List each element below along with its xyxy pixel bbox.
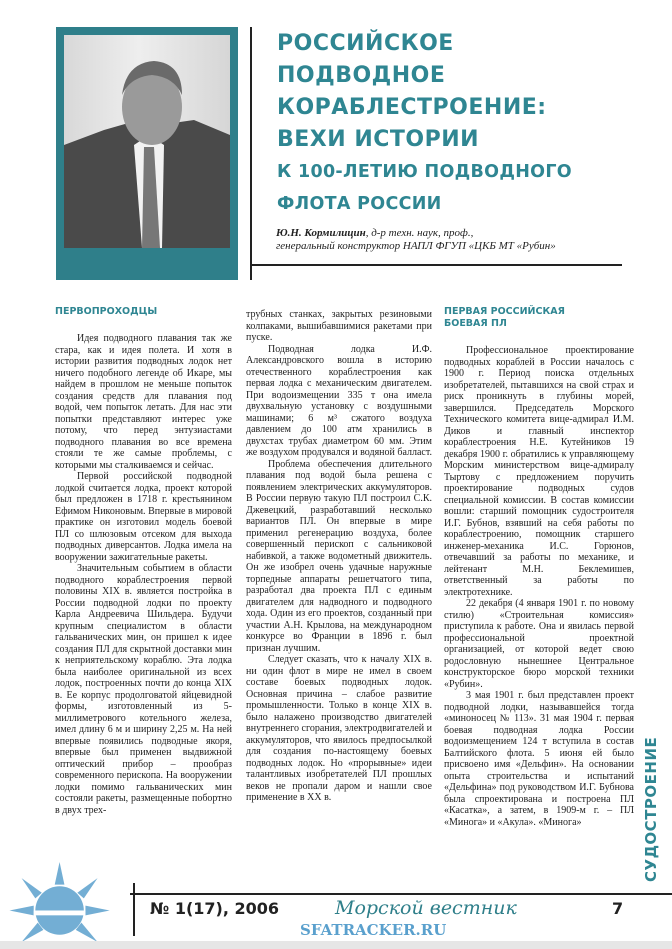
author-degree: , д-р техн. наук, проф., — [365, 227, 474, 239]
paragraph: 22 декабря (4 января 1901 г. по новому стилю) «Строительная комиссия» приступила к работе. Она и явилась первой профессиональной проектной организацией, от которой ведет свою родословную нынешнее Центральное конструкторское бюро морской техники «Рубин». — [444, 598, 634, 690]
title-line: КОРАБЛЕСТРОЕНИЕ: — [277, 95, 547, 120]
author-position: генеральный конструктор НАПЛ ФГУП «ЦКБ МТ «Рубин» — [276, 240, 556, 252]
issue-number: № 1(17), 2006 — [150, 899, 280, 918]
subtitle-line: ФЛОТА РОССИИ — [277, 194, 442, 214]
paragraph: Значительным событием в области подводного кораблестроения первой половины XIX в. является постройка в России подводной лодки по проекту Карла Андреевича Шильдера. Будучи крупным специалистом в области гальванических мин, он пришел к идее создания ПЛ для скрытной доставки мин к неприятельскому кораблю. Эта лодка была наиболее оригинальной из всех лодок, построенных почти до конца XIX в. Ее корпус продолговатой яйцевидной формы, изготовленный из 5-миллиметрового котельного железа, имел длину 6 м и ширину 2,25 м. На ней впервые появились подводные якоря, впервые был применен выдвижной оптический прибор – прообраз современного перископа. На вооружении лодки помимо гальванических мин состояли ракеты, размещенные побортно в двух трех- — [55, 563, 232, 816]
title-line: ВЕХИ ИСТОРИИ — [277, 127, 480, 152]
paragraph: Идея подводного плавания так же стара, как и идея полета. И хотя в истории развития подводных лодок нет ничего подобного легенде об Икаре, мы найдем в прошлом не меньше попыток создания средств для плавания под водой, чем попыток летать. Для нас эти попытки представляют интерес уже потому, что перед энтузиастами подводного плавания во все времена стояли те же самые проблемы, с которыми мы сталкиваемся и сейчас. — [55, 333, 232, 471]
footer-line-horizontal — [130, 893, 672, 895]
magazine-name: Морской вестник — [335, 897, 517, 919]
paragraph: трубных станках, закрытых резиновыми колпаками, вышибавшимися ракетами при пуске. — [246, 309, 432, 343]
section-heading: ПЕРВОПРОХОДЦЫ — [55, 306, 158, 317]
title-line: ПОДВОДНОЕ — [277, 63, 446, 88]
paragraph: Следует сказать, что к началу XIX в. ни один флот в мире не имел в своем составе боевых подводных лодок. Основная причина – слабое развитие промышленности. Только в конце XIX в. было налажено производство двигателей внутреннего сгорания, электродвигателей и аккумуляторов, что явилось предпосылкой для создания по-настоящему боевых подводных лодок. Но «прорывные» идеи талантливых изобретателей ПЛ прошлых веков не пропали даром и нашли свое применение в XX в. — [246, 654, 432, 803]
paragraph: Первой российской подводной лодкой считается лодка, проект которой был предложен в 1718 г. крестьянином Ефимом Никоновым. Впервые в мировой практике он изготовил модель боевой ПЛ со шлюзовым отсеком для выхода подводных диверсантов. Лодка имела на вооружении зажигательные ракеты. — [55, 471, 232, 563]
watermark-sun-icon — [0, 862, 124, 942]
column-1 — [55, 306, 232, 816]
author-photo-panel — [56, 27, 238, 280]
footer-line-vertical — [133, 883, 135, 936]
bottom-bar — [0, 941, 672, 949]
page-number: 7 — [612, 899, 624, 918]
section-label-vertical: СУДОСТРОЕНИЕ — [642, 736, 660, 882]
paragraph: Проблема обеспечения длительного плавания под водой была решена с появлением электрических аккумуляторов. В России первую такую ПЛ построил С.К. Джевецкий, разработавший несколько вариантов ПЛ. Он впервые в мире применил регенерацию воздуха, более совершенный перископ с сальниковой набивкой, а также водометный движитель. Он же изобрел очень удачные наружные торпедные аппараты решетчатого типа, разработал два проекта ПЛ с единым двигателем для надводного и подводного хода. Один из его проектов, созданный при участии А.Н. Крылова, на международном конкурсе во Франции в 1896 г. был признан лучшим. — [246, 458, 432, 654]
frame-line-horizontal — [250, 264, 622, 266]
article-title — [277, 28, 572, 220]
frame-line-vertical — [250, 27, 252, 280]
author-photo — [64, 35, 230, 248]
column-2 — [246, 309, 432, 804]
author-byline — [276, 227, 556, 253]
paragraph: Подводная лодка И.Ф. Александровского вошла в историю отечественного кораблестроения как первая лодка с механическим двигателем. При водоизмещении 335 т она имела двухвальную установку с воздушными машинами; 6 м³ сжатого воздуха давлением до 100 атм хранились в двухстах трубах диаметром 60 мм. Этим же воздухом продувался и водяной балласт. — [246, 343, 432, 458]
title-line: РОССИЙСКОЕ — [277, 31, 454, 56]
watermark-text: SFATRACKER.RU — [300, 921, 447, 939]
section-heading: ПЕРВАЯ РОССИЙСКАЯ БОЕВАЯ ПЛ — [444, 306, 565, 329]
column-3 — [444, 306, 634, 828]
paragraph: 3 мая 1901 г. был представлен проект подводной лодки, называвшейся тогда «миноносец № 113». 31 мая 1904 г. первая боевая подводная лодка России водоизмещением 124 т вступила в состав Балтийского флота. 5 июня ей было присвоено имя «Дельфин». На основании опыта строительства и испытаний «Дельфина» под руководством И.Г. Бубнова была спроектирована и построена ПЛ «Касатка», а затем, в 1909-м г. – ПЛ «Минога» и «Акула». «Минога» — [444, 690, 634, 828]
paragraph: Профессиональное проектирование подводных кораблей в России началось с 1900 г. Период поиска отдельных изобретателей, пытавшихся на свой страх и риск проникнуть в глубины морей, завершился. Председатель Морского Технического комитета вице-адмирал И.М. Диков и главный инспектор кораблестроения Н.Е. Кутейников 19 декабря 1900 г. обратились к управляющему Морским министерством вице-адмиралу Тыртову с предложением поручить проектирование подводных судов специальной комиссии. В состав комиссии вошли: старший помощник судостроителя И.Г. Бубнов, взявший на себя работы по кораблестроению, помощник старшего инженер-механика И.С. Горюнов, отвечавший за работы по механике, и лейтенант М.Н. Беклемишев, ответственный за работы по электротехнике. — [444, 345, 634, 598]
subtitle-line: К 100-ЛЕТИЮ ПОДВОДНОГО — [277, 162, 572, 182]
author-name: Ю.Н. Кормилицин — [276, 227, 366, 239]
